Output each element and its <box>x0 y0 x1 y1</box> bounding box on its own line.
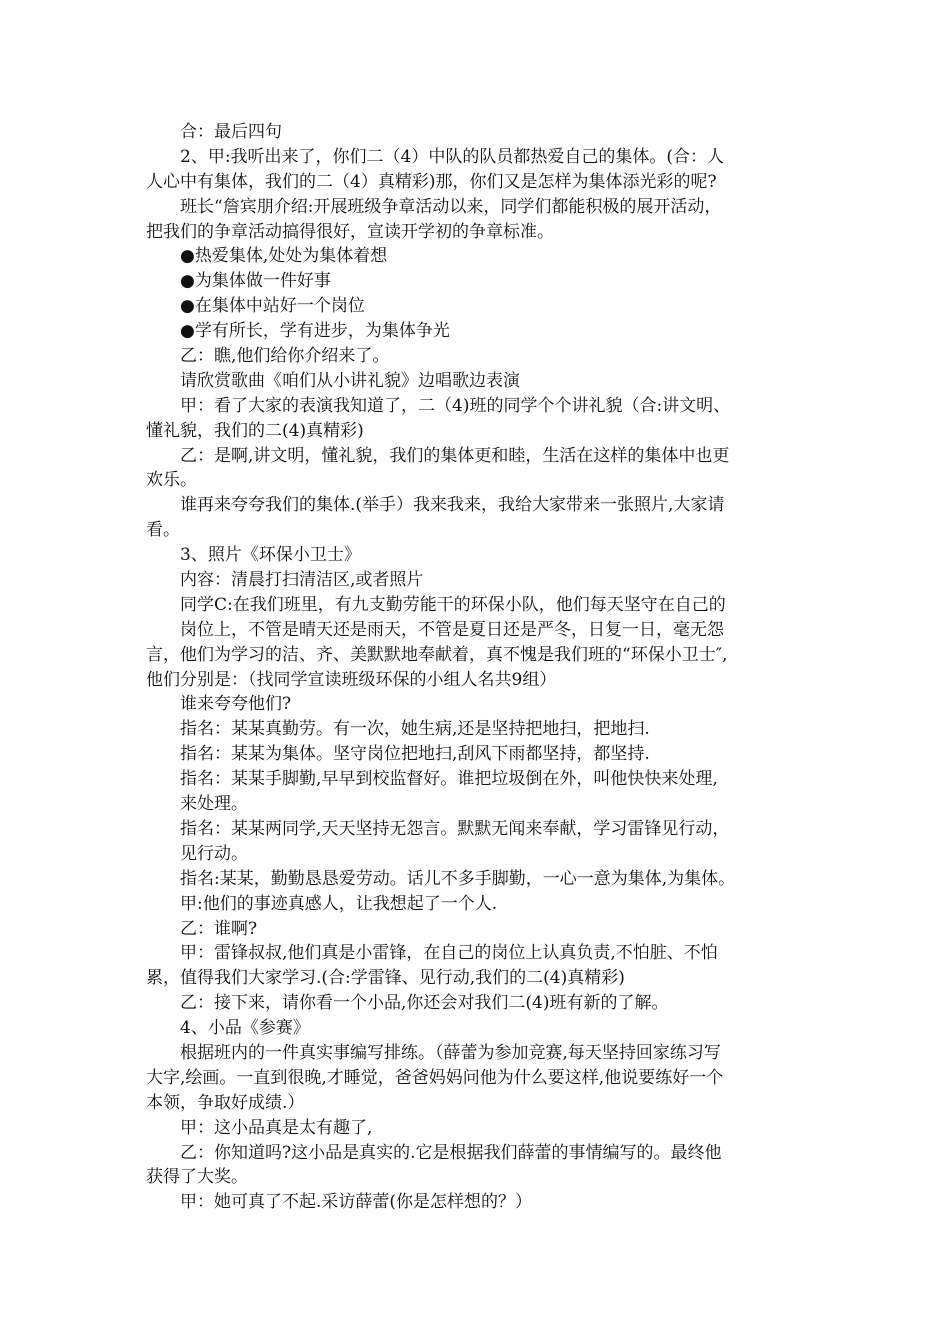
text-line: 看。 <box>146 520 180 541</box>
text-line: 指名:某某，勤勤恳恳爱劳动。话儿不多手脚勤，一心一意为集体,为集体。 <box>180 868 736 889</box>
text-line: 大字,绘画。一直到很晚,才睡觉，爸爸妈妈问他为什么要这样,他说要练好一个 <box>146 1067 724 1088</box>
text-line: 指名：某某手脚勤,早早到校监督好。谁把垃圾倒在外，叫他快快来处理, <box>180 769 718 790</box>
text-line: ●在集体中站好一个岗位 <box>180 296 365 317</box>
text-line: 把我们的争章活动搞得很好，宣读开学初的争章标准。 <box>146 221 554 242</box>
text-line: 甲：她可真了不起.采访薛蕾(你是怎样想的？） <box>180 1192 533 1213</box>
text-line: 合：最后四句 <box>180 122 282 142</box>
text-line: 请欣赏歌曲《咱们从小讲礼貌》边唱歌边表演 <box>180 370 520 391</box>
text-line: ●热爱集体,处处为集体着想 <box>180 246 388 267</box>
text-line: 获得了大奖。 <box>146 1167 248 1188</box>
document-body <box>146 120 811 1215</box>
text-line: 乙：你知道吗?这小品是真实的.它是根据我们薛蕾的事情编写的。最终他 <box>180 1142 722 1163</box>
text-line: 谁来夸夸他们? <box>180 694 292 715</box>
text-line: 言，他们为学习的洁、齐、美默默地奉献着，真不愧是我们班的“环保小卫士″, <box>146 644 728 665</box>
text-line: 乙：是啊,讲文明，懂礼貌，我们的集体更和睦，生活在这样的集体中也更 <box>180 445 730 466</box>
text-line: 累，值得我们大家学习.(合:学雷锋、见行动,我们的二(4)真精彩) <box>146 968 625 989</box>
text-line: 欢乐。 <box>146 470 197 491</box>
text-line: 谁再来夸夸我们的集体.(举手）我来我来，我给大家带来一张照片,大家请 <box>180 495 725 516</box>
text-line: 本领，争取好成绩.） <box>146 1092 305 1113</box>
text-line: 甲：这小品真是太有趣了, <box>180 1117 373 1138</box>
text-line: ●为集体做一件好事 <box>180 271 331 292</box>
text-line: 指名：某某为集体。坚守岗位把地扫,刮风下雨都坚持，都坚持. <box>180 744 650 765</box>
text-line: 2、甲:我听出来了，你们二（4）中队的队员都热爱自己的集体。(合：人 <box>180 146 724 167</box>
text-line: ●学有所长，学有进步，为集体争光 <box>180 321 450 342</box>
text-line: 见行动。 <box>180 843 248 864</box>
text-line: 他们分别是：（找同学宣读班级环保的小组人名共9组） <box>146 669 557 690</box>
text-line: 班长“詹宾朋介绍:开展班级争章活动以来，同学们都能积极的展开活动， <box>180 196 722 217</box>
text-line: 甲：雷锋叔叔,他们真是小雷锋，在自己的岗位上认真负责,不怕脏、不怕 <box>180 943 718 964</box>
text-line: 乙：瞧,他们给你介绍来了。 <box>180 346 390 367</box>
text-line: 人心中有集体，我们的二（4）真精彩)那，你们又是怎样为集体添光彩的呢? <box>146 171 717 192</box>
text-line: 甲:他们的事迹真感人，让我想起了一个人. <box>180 893 498 914</box>
text-line: 3、照片《环保小卫士》 <box>180 545 361 566</box>
text-line: 根据班内的一件真实事编写排练。（薛蕾为参加竞赛,每天坚持回家练习写 <box>180 1042 721 1063</box>
text-line: 乙：谁啊? <box>180 918 258 939</box>
text-line: 同学C:在我们班里，有九支勤劳能干的环保小队，他们每天坚守在自己的 <box>180 594 726 615</box>
text-line: 指名：某某两同学,天天坚持无怨言。默默无闻来奉献，学习雷锋见行动， <box>180 818 730 839</box>
text-line: 指名：某某真勤劳。有一次，她生病,还是坚持把地扫，把地扫. <box>180 719 650 740</box>
text-line: 懂礼貌，我们的二(4)真精彩) <box>146 420 364 441</box>
text-line: 来处理。 <box>180 794 248 815</box>
text-line: 岗位上，不管是晴天还是雨天，不管是夏日还是严冬，日复一日，毫无怨 <box>180 619 724 640</box>
text-line: 内容：清晨打扫清洁区,或者照片 <box>180 570 424 591</box>
text-line: 甲：看了大家的表演我知道了，二（4)班的同学个个讲礼貌（合:讲文明、 <box>180 395 731 416</box>
text-line: 4、小品《参赛》 <box>180 1018 310 1039</box>
text-line: 乙：接下来，请你看一个小品,你还会对我们二(4)班有新的了解。 <box>180 993 669 1014</box>
